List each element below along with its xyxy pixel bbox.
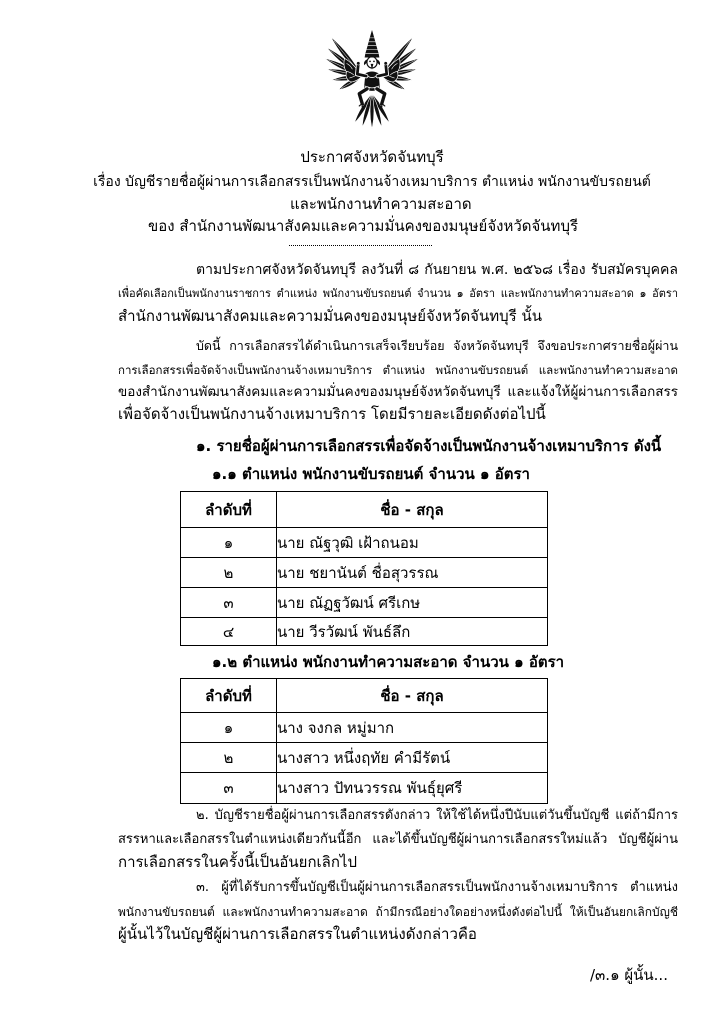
row-number-cell: ๓ [181,773,277,804]
table-row [181,713,548,743]
column-header-order: ลำดับที่ [181,679,277,713]
announcement-line: บัดนี้ การเลือกสรรได้ดำเนินการเสร็จเรียบร้อย จังหวัดจันทบุรี จึงขอประกาศรายชื่อผู้ผ่าน [196,338,678,353]
intro-line: เพื่อคัดเลือกเป็นพนักงานราชการ ตำแหน่ง พนักงานขับรถยนต์ จำนวน ๑ อัตรา และพนักงานทำความสะอาด ๑ อัตรา [118,287,678,300]
row-name-cell: นาย ณัฐวุฒิ เฝ้าถนอม [277,528,548,558]
row-name-cell: นาง จงกล หมู่มาก [277,713,548,743]
subject-line-continuation: และพนักงานทำความสะอาด [290,195,472,213]
row-name-cell: นาย ณัฏฐวัฒน์ ศรีเกษ [277,588,548,618]
subject-line: เรื่อง บัญชีรายชื่อผู้ผ่านการเลือกสรรเป็นพนักงานจ้างเหมาบริการ ตำแหน่ง พนักงานขับรถยนต์ [93,174,651,190]
section-2-line: สรรหาและเลือกสรรในตำแหน่งเดียวกันนี้อีก และได้ขึ้นบัญชีผู้ผ่านการเลือกสรรใหม่แล้ว บัญชีผู้ผ่าน [118,832,678,847]
table-row [181,618,548,646]
table-row [181,528,548,558]
intro-line: สำนักงานพัฒนาสังคมและความมั่นคงของมนุษย์จังหวัดจันทบุรี นั้น [118,307,542,325]
driver-results-table [180,491,548,646]
row-name-cell: นาย ชยานันต์ ชื่อสุวรรณ [277,558,548,588]
section-2-line: ๒. บัญชีรายชื่อผู้ผ่านการเลือกสรรดังกล่าว ให้ใช้ได้หนึ่งปีนับแต่วันขึ้นบัญชี แต่ถ้ามีการ [196,808,678,823]
row-number-cell: ๔ [181,618,277,646]
continuation-note: /๓.๑ ผู้นั้น... [590,966,668,984]
row-number-cell: ๑ [181,528,277,558]
table-header-row [181,492,548,528]
row-number-cell: ๒ [181,743,277,773]
section-2-line: การเลือกสรรในครั้งนี้เป็นอันยกเลิกไป [118,853,357,871]
garuda-emblem-icon [323,28,421,132]
title-separator [289,245,432,246]
table-row [181,743,548,773]
position-2-heading: ๑.๒ ตำแหน่ง พนักงานทำความสะอาด จำนวน ๑ อัตรา [212,653,565,671]
section-3-line: ๓. ผู้ที่ได้รับการขึ้นบัญชีเป็นผู้ผ่านการเลือกสรรเป็นพนักงานจ้างเหมาบริการ ตำแหน่ง [196,880,678,895]
announcement-title: ประกาศจังหวัดจันทบุรี [300,148,444,166]
row-number-cell: ๑ [181,713,277,743]
table-header-row [181,679,548,713]
announcement-line: เพื่อจัดจ้างเป็นพนักงานจ้างเหมาบริการ โดยมีรายละเอียดดังต่อไปนี้ [118,405,546,423]
row-name-cell: นางสาว ปัทนวรรณ พันธุ์ยุศรี [277,773,548,804]
announcement-line: ของสำนักงานพัฒนาสังคมและความมั่นคงของมนุษย์จังหวัดจันทบุรี และแจ้งให้ผู้ผ่านการเลือกสรร [118,384,678,400]
table-row [181,588,548,618]
agency-line: ของ สำนักงานพัฒนาสังคมและความมั่นคงของมนุษย์จังหวัดจันทบุรี [147,217,579,235]
position-1-heading: ๑.๑ ตำแหน่ง พนักงานขับรถยนต์ จำนวน ๑ อัตรา [212,465,530,483]
row-name-cell: นาย วีรวัฒน์ พันธ์ลึก [277,618,548,646]
cleaner-results-table [180,678,548,804]
section-3-line: พนักงานขับรถยนต์ และพนักงานทำความสะอาด ถ้ามีกรณีอย่างใดอย่างหนึ่งดังต่อไปนี้ ให้เป็นอันยกเลิกบัญชี [118,905,678,919]
section-1-heading: ๑. รายชื่อผู้ผ่านการเลือกสรรเพื่อจัดจ้างเป็นพนักงานจ้างเหมาบริการ ดังนี้ [196,437,662,455]
intro-line: ตามประกาศจังหวัดจันทบุรี ลงวันที่ ๘ กันยายน พ.ศ. ๒๕๖๘ เรื่อง รับสมัครบุคคล [196,262,678,278]
column-header-order: ลำดับที่ [181,492,277,528]
row-number-cell: ๒ [181,558,277,588]
column-header-name: ชื่อ - สกุล [277,679,548,713]
row-name-cell: นางสาว หนึ่งฤทัย คำมีรัตน์ [277,743,548,773]
row-number-cell: ๓ [181,588,277,618]
table-row [181,773,548,804]
section-3-line: ผู้นั้นไว้ในบัญชีผู้ผ่านการเลือกสรรในตำแหน่งดังกล่าวคือ [118,925,477,943]
column-header-name: ชื่อ - สกุล [277,492,548,528]
announcement-line: การเลือกสรรเพื่อจัดจ้างเป็นพนักงานจ้างเหมาบริการ ตำแหน่ง พนักงานขับรถยนต์ และพนักงานทำความสะอาด [118,363,678,377]
table-row [181,558,548,588]
